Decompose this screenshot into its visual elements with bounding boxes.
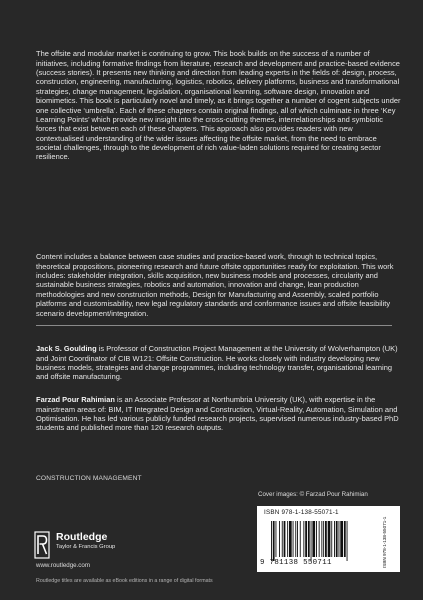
section-divider xyxy=(36,325,392,326)
publisher-group: Taylor & Francis Group xyxy=(56,544,116,550)
description-paragraph-2: Content includes a balance between case studies and practice-based work, through to technical topics, theoretical propositions, pioneering research and future offsite opportunities ready for exploitation. This work includes: stakeholder integration, skills acquisition, new business models and processes, circularity and sustainable business strategies, robotics and automation, innovation and change, lean production methodologies and new construction methods, Design for Manufacturing and Assembly, scaled portfolio platforms and customisability, new legal regulatory standards and conformance issues and offsite feasibility scenario development/integration. xyxy=(36,252,394,318)
subject-category: CONSTRUCTION MANAGEMENT xyxy=(36,475,142,482)
barcode-icon xyxy=(271,521,371,561)
publisher-website[interactable]: www.routledge.com xyxy=(36,562,90,569)
barcode-digits: 9 781138 550711 xyxy=(260,559,332,567)
description-paragraph-1: The offsite and modular market is continuing to grow. This book builds on the success of a number of initiatives, including formative findings from literature, research and development and practice-based evidence (success stories). It presents new thinking and direction from leading experts in the fields of: design, process, construction, engineering, manufacturing, logistics, robotics, delivery platforms, business and transformational strategies, change management, legislation, organisational learning, software design, innovation and biomimetics. This book is particularly novel and timely, as it brings together a number of cogent subjects under one collective ‘umbrella’. Each of these chapters contain original findings, all of which culminate in three ‘Key Learning Points’ which provide new insight into the cross-cutting themes, interrelationships and symbiotic forces that exist between each of these chapters. This approach also provides readers with new contextualised understanding of the wider issues affecting the offsite market, from the need to embrace societal challenges, through to the development of rich value-laden solutions required for creating sector resilience. xyxy=(36,49,401,162)
vertical-isbn: ISBN 978-1-138-55071-1 xyxy=(382,516,387,568)
author-bio-text: is an Associate Professor at Northumbria University (UK), with expertise in the mainstream areas of: BIM, IT Integrated Design and Construction, Virtual-Reality, Automation, Simulation and Optimisation. He has led various publicly funded research projects, supervised numerous industry-based PhD students and published more than 120 research outputs. xyxy=(36,395,399,433)
author-bio-goulding xyxy=(36,344,401,381)
cover-image-credit: Cover images: © Farzad Pour Rahimian xyxy=(258,491,368,498)
author-bio-text: is Professor of Construction Project Management at the University of Wolverhampton (UK) and Joint Coordinator of CIB W121: Offsite Construction. He works closely with industry developing new business models, strategies and change programmes, including technology transfer, organisational learning and offsite manufacturing. xyxy=(36,344,398,382)
routledge-r-icon xyxy=(34,531,50,559)
author-name: Farzad Pour Rahimian xyxy=(36,395,115,405)
isbn-label: ISBN 978-1-138-55071-1 xyxy=(264,509,339,516)
ebook-note: Routledge titles are available as eBook editions in a range of digital formats xyxy=(36,578,213,584)
barcode-panel xyxy=(257,506,400,572)
author-name: Jack S. Goulding xyxy=(36,344,97,354)
author-bio-rahimian xyxy=(36,395,401,432)
publisher-name: Routledge xyxy=(56,531,108,543)
